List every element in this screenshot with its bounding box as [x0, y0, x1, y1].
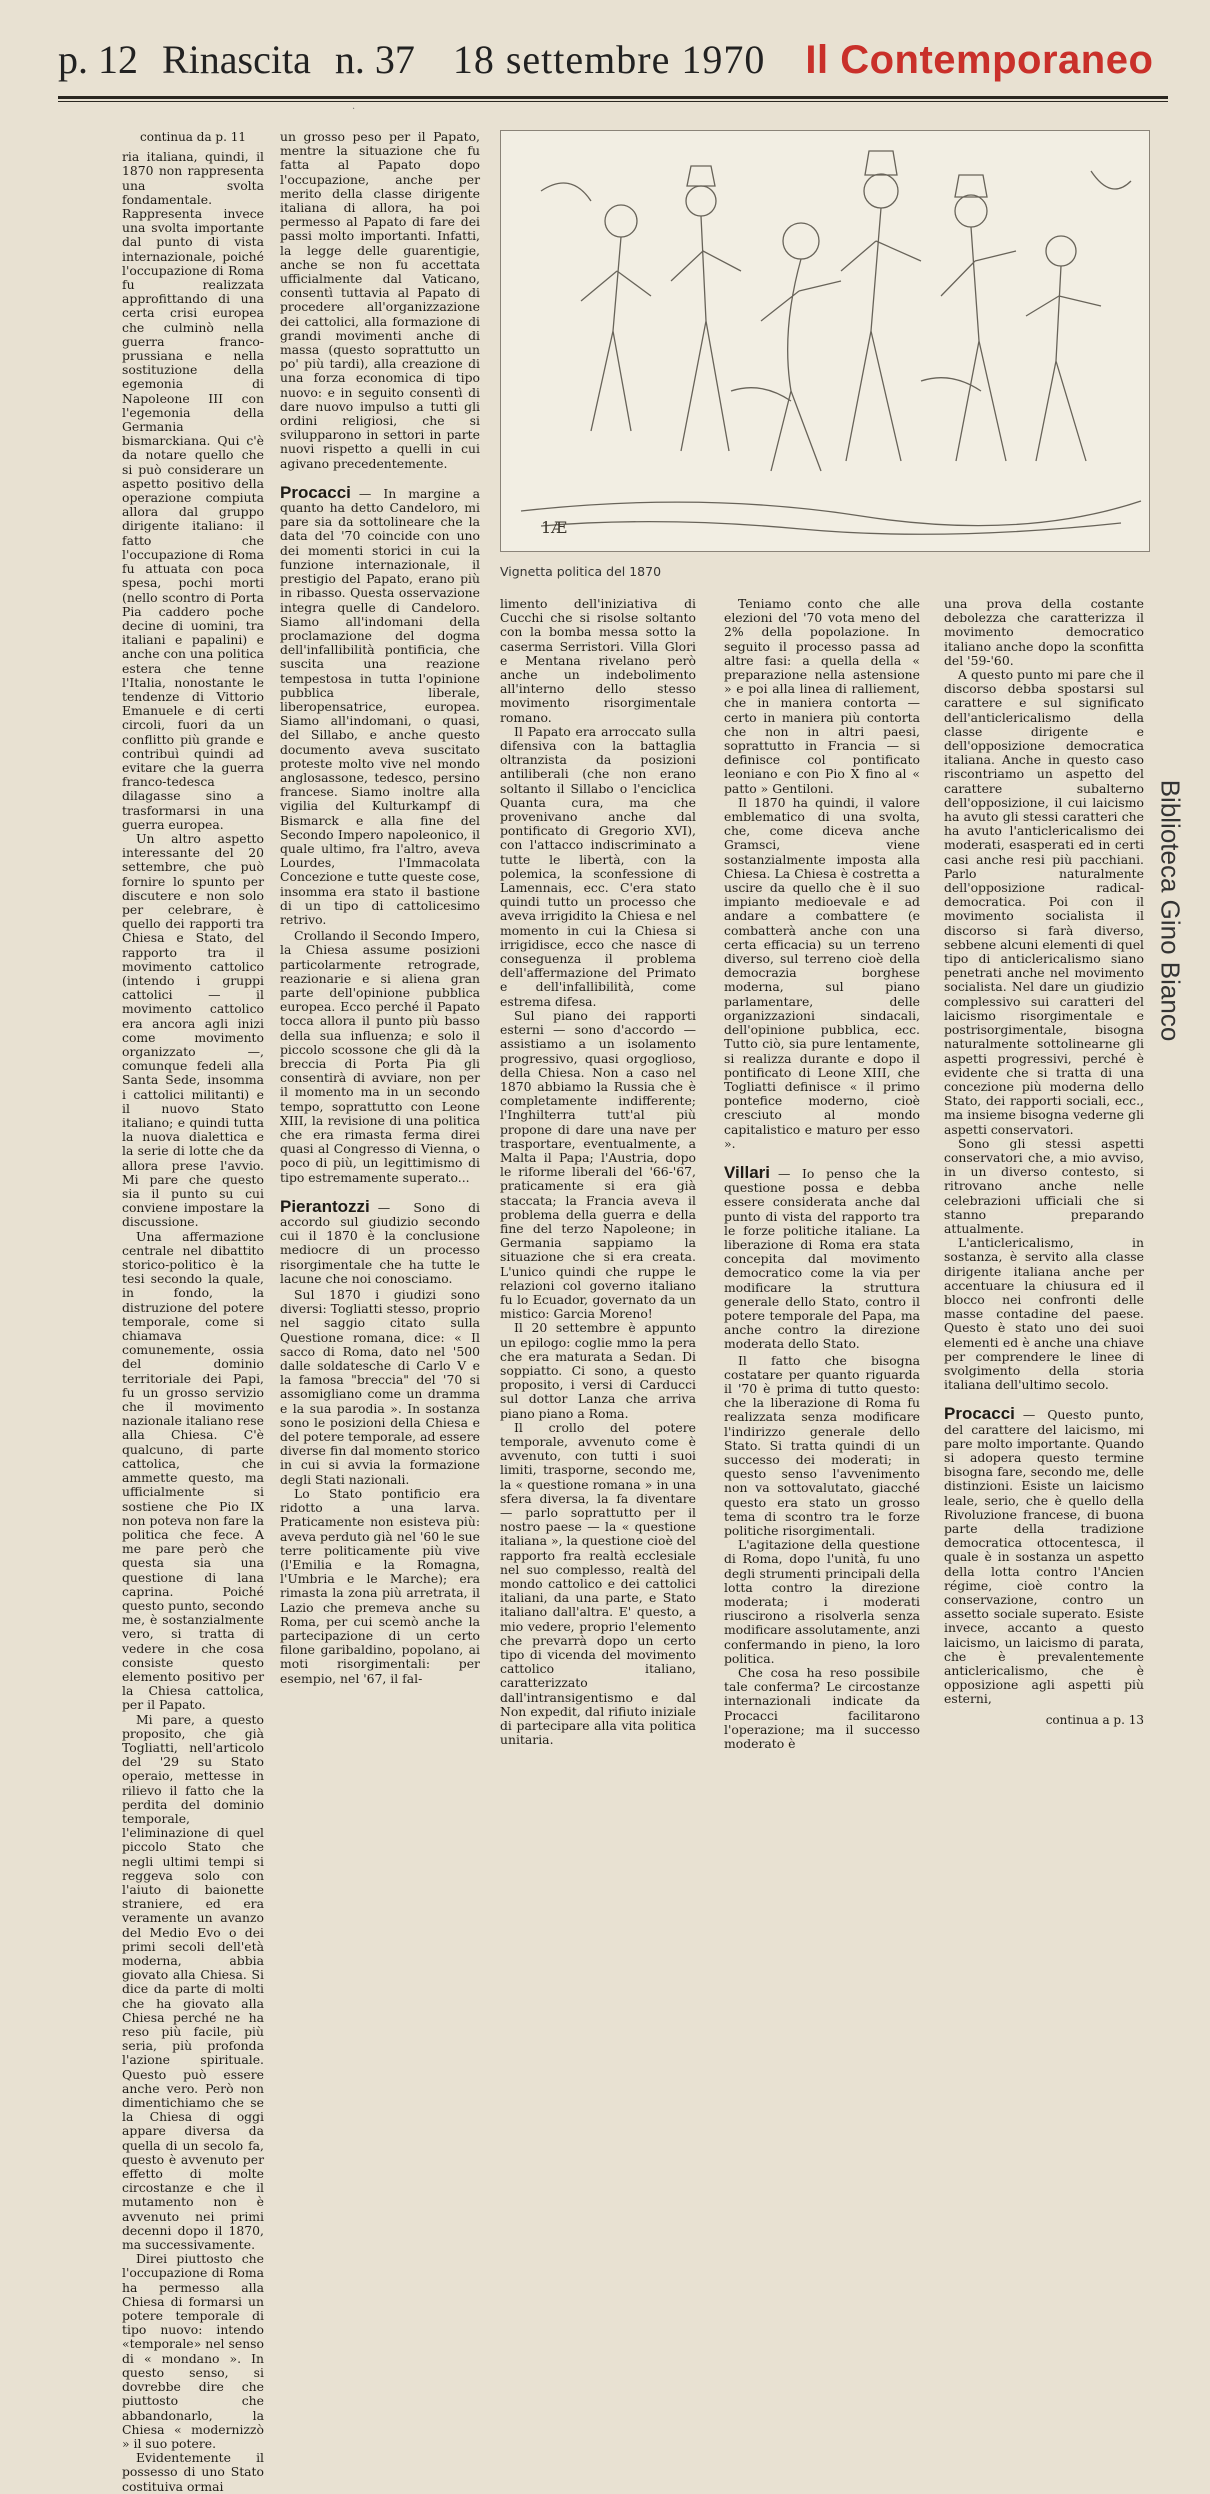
- speaker-name: Villari: [724, 1162, 770, 1182]
- cartoon-illustration: [500, 130, 1150, 552]
- paragraph: L'agitazione della questione di Roma, dopo l'unità, fu uno degli strumenti principali della lotta contro la direzione moderata; i moderati riuscirono a risolverla senza modificare assolutamente, anzi confermando in pieno, la loro politica.: [724, 1537, 920, 1666]
- paragraph: — In margine a quanto ha detto Candeloro, mi pare sia da sottolineare che la data del '70 coincide con uno dei momenti storici in cui la funzione internazionale, il prestigio del Papato, erano più in ribasso. Questa osservazione integra quelle di Candeloro. Siamo all'indomani della proclamazione del dogma dell'infallibilità pontificia, che suscita una reazione tempestosa in tutta l'opinione pubblica liberale, liberopensatrice, europea. Siamo all'indomani, o quasi, del Sillabo, e anche questo documento aveva suscitato proteste molto vive nel mondo anglosassone, tedesco, persino francese. Siamo inoltre alla vigilia del Kulturkampf di Bismarck e alla fine del Secondo Impero napoleonico, il quale ultimo, fra l'altro, aveva Lourdes, l'Immacolata Concezione e tutte queste cose, insomma era stato il bastione di un tipo di cattolicesimo retrivo.: [280, 485, 480, 927]
- issue-date: 18 settembre 1970: [452, 37, 766, 82]
- column-5: [944, 597, 1144, 1727]
- speaker-block: [280, 482, 480, 927]
- paragraph: Lo Stato pontificio era ridotto a una larva. Praticamente non esisteva più: aveva perduto già nel '60 le sue terre politicamente più vive (l'Emilia e la Romagna, l'Umbria e le Marche); era rimasta la zona più arretrata, il Lazio che premeva anche su Roma, per cui scemò anche la partecipazione di un certo filone garibaldino, popolano, ai moti risorgimentali: per esempio, nel '67, il fal-: [280, 1485, 480, 1686]
- paragraph: Un altro aspetto interessante del 20 settembre, che può fornire lo spunto per discutere e non solo per celebrare, è quello dei rapporti tra Chiesa e Stato, del rapporto tra il movimento cattolico (intendo i gruppi cattolici — il movimento cattolico era ancora agli inizi come movimento organizzato —, comunque fedeli alla Santa Sede, insomma i cattolici militanti) e il nuovo Stato italiano; e quindi tutta la nuova dialettica e la serie di lotte che da allora prese l'avvio. Mi pare che questo sia il punto su cui conviene impostare la discussione.: [122, 830, 264, 1230]
- paragraph: Direi piuttosto che l'occupazione di Roma ha permesso alla Chiesa di formarsi un potere temporale di tipo nuovo: intendo «temporale» nel senso di « mondano ». In questo senso, si dovrebbe dire che piuttosto che abbandonarlo, la Chiesa « modernizzò » il suo potere.: [122, 2251, 264, 2451]
- page-number: p. 12: [58, 37, 138, 82]
- paragraph: A questo punto mi pare che il discorso debba spostarsi sul carattere e sul significato dell'anticlericalismo della classe dirigente e dell'opposizione democratica italiana. Anche in questo caso riscontriamo un aspetto del carattere subalterno dell'opposizione, il cui laicismo ha avuto gli stessi caratteri che ha avuto l'anticlericalismo dei moderati, esasperati ed in certi casi anche resi più pacchiani. Parlo naturalmente dell'opposizione radical-democratica. Poi con il movimento socialista il discorso si farà diverso, sebbene alcuni elementi di quel tipo di anticlericalismo siano penetrati anche nel movimento socialista. Nel dare un giudizio complessivo sui caratteri del laicismo risorgimentale e postrisorgimentale, bisogna naturalmente sottolinearne gli aspetti progressivi, perché è evidente che si tratta di una concezione più moderna dello Stato, dei rapporti sociali, ecc., ma insieme bisogna vederne gli aspetti conservatori.: [944, 667, 1144, 1137]
- magazine-name: Rinascita: [162, 37, 311, 82]
- paragraph: Il 20 settembre è appunto un epilogo: coglie mmo la pera che era maturata a Sedan. Di soppiatto. Ci sono, a questo proposito, i versi di Carducci sul dottor Lanza che arriva piano piano a Roma.: [500, 1320, 696, 1421]
- speaker-block: [280, 1196, 480, 1286]
- print-mark: ·: [352, 104, 356, 115]
- paragraph: Sul piano dei rapporti esterni — sono d'accordo — assistiamo a un isolamento progressivo, quasi orgoglioso, della Chiesa. Non a caso nel 1870 abbiamo la Russia che è completamente indifferente; l'Inghilterra tutt'al più propone di dare una nave per trasportare, eventualmente, a Malta il Papa; l'Austria, dopo le riforme liberali del '66-'67, praticamente si era già staccata; la Francia aveva il problema della guerra e della fine del terzo Napoleone; in Germania sappiamo la situazione che si era creata. L'unico quindi che ruppe le relazioni col governo italiano fu lo Ecuador, governato da un mistico: Garcia Moreno!: [500, 1007, 696, 1322]
- library-stamp: [1150, 700, 1190, 1120]
- speaker-name: Procacci: [280, 482, 351, 502]
- paragraph: Mi pare, a questo proposito, che già Togliatti, nell'articolo del '29 su Stato operaio, mettesse in rilievo il fatto che la perdita del dominio temporale, l'eliminazione di quel piccolo Stato che negli ultimi tempi si reggeva solo con l'aiuto di baionette straniere, ed era veramente un avanzo del Medio Evo o dei primi secoli dell'età moderna, abbia giovato alla Chiesa. Si dice da parte di molti che ha giovato alla Chiesa perché ne ha reso più facile, più seria, più profonda l'azione spirituale. Questo può essere anche vero. Però non dimentichiamo che se la Chiesa di oggi appare diversa da quella di un secolo fa, questo è avvenuto per effetto di molte circostanze e che il mutamento non è avvenuto nei primi decenni dopo il 1870, ma successivamente.: [122, 1711, 264, 2253]
- continued-from: continua da p. 11: [140, 130, 246, 144]
- library-stamp-text: Biblioteca Gino Bianco: [1155, 779, 1186, 1041]
- paragraph: Il fatto che bisogna costatare per quanto riguarda il '70 è prima di tutto questo: che la liberazione di Roma fu realizzata senza modificare l'indirizzo generale dello Stato. Si tratta quindi di un successo dei moderati; in questo senso l'avvenimento non va sottovalutato, giacché questo era stato un grosso tema di scontro tra le forze politiche risorgimentali.: [724, 1352, 920, 1538]
- paragraph: — Io penso che la questione possa e debba essere considerata anche dal punto di vista del rapporto tra le forze politiche italiane. La liberazione di Roma era stata concepita dal movimento democratico come la via per modificare la struttura generale dello Stato, contro il potere temporale del Papa, ma anche contro la direzione moderata dello Stato.: [724, 1165, 920, 1352]
- paragraph: ria italiana, quindi, il 1870 non rappresenta una svolta fondamentale. Rappresenta invece una svolta importante dal punto di vista internazionale, poiché l'occupazione di Roma fu realizzata approfittando di una certa crisi europea che culminò nella guerra franco-prussiana e nella sostituzione della egemonia di Napoleone III con l'egemonia della Germania bismarckiana. Qui c'è da notare quello che si può considerare un aspetto positivo della operazione compiuta allora dal gruppo dirigente italiano: il fatto che l'occupazione di Roma fu attuata con poca spesa, pochi morti (nello scontro di Porta Pia caddero poche decine di uomini, tra italiani e papalini) e anche con una politica estera che tenne l'Italia, nonostante le tendenze di Vittorio Emanuele e di certi circoli, fuori da un conflitto più grande e contribuì quindi ad evitare che la guerra franco-tedesca dilagasse sino a trasformarsi in una guerra europea.: [122, 149, 264, 832]
- issue-number: n. 37: [334, 37, 415, 82]
- paragraph: Sul 1870 i giudizi sono diversi: Togliatti stesso, proprio nel saggio citato sulla Questione romana, dice: « Il sacco di Roma, dato nel '500 dalle soldatesche di Carlo V e la famosa "breccia" del '70 si assomigliano come un dramma e la sua parodia ». In sostanza sono le posizioni della Chiesa e del potere temporale, ad essere diverse fin dal momento storico in cui si avvia la formazione degli Stati nazionali.: [280, 1287, 480, 1487]
- speaker-name: Procacci: [944, 1404, 1015, 1424]
- paragraph: Una affermazione centrale nel dibattito storico-politico è la tesi secondo la quale, in fondo, la distruzione del potere temporale, come si chiamava comunemente, ossia del dominio territoriale dei Papi, fu un grosso servizio che il movimento nazionale italiano rese alla Chiesa. C'è qualcuno, di parte cattolica, che ammette questo, ma ufficialmente si sostiene che Pio IX non poteva non fare la politica che fece. A me pare però che questa sia una questione di lana caprina. Poiché questo punto, secondo me, è sostanzialmente vero, si tratta di vedere in che cosa consiste questo elemento positivo per la Chiesa cattolica, per il Papato.: [122, 1228, 264, 1713]
- paragraph: una prova della costante debolezza che caratterizza il movimento democratico italiano anche dopo la sconfitta del '59-'60.: [944, 596, 1144, 668]
- speaker-block: [724, 1162, 920, 1352]
- column-3: [500, 597, 696, 1747]
- speaker-block: [944, 1404, 1144, 1707]
- paragraph: Teniamo conto che alle elezioni del '70 vota meno del 2% della popolazione. In seguito il processo passa ad altre fasi: a quella della « preparazione nella astensione » e poi alla linea di ralliement, che in maniera contorta — certo in maniera più contorta che non in altri paesi, soprattutto in Francia — si definisce col pontificato leoniano e con Pio X fino al « patto » Gentiloni.: [724, 596, 920, 796]
- column-1: [122, 130, 264, 2494]
- header-rule-thin: [58, 101, 1168, 102]
- speaker-name: Pierantozzi: [280, 1196, 370, 1216]
- paragraph: — Sono di accordo sul giudizio secondo cui il 1870 è la conclusione mediocre di un processo risorgimentale che ha tutte le lacune che noi conosciamo.: [280, 1199, 480, 1286]
- paragraph: Il 1870 ha quindi, il valore emblematico di una svolta, che, come diceva anche Gramsci, viene sostanzialmente imposta alla Chiesa. La Chiesa è costretta a uscire da quello che è il suo impianto medioevale e ad andare a combattere (e combatterà anche con una certa efficacia) su un terreno diverso, sul terreno cioè della democrazia borghese moderna, sul piano parlamentare, delle organizzazioni sindacali, dell'opinione pubblica, ecc. Tutto ciò, sia pure lentamente, si realizza durante e dopo il pontificato di Leone XIII, che Togliatti definisce « il primo pontefice moderno, cioè cresciuto al mondo capitalistico e maturo per esso ».: [724, 794, 920, 1151]
- figure-caption: Vignetta politica del 1870: [500, 564, 662, 579]
- paragraph: Crollando il Secondo Impero, la Chiesa assume posizioni particolarmente retrograde, reazionarie e si aliena gran parte dell'opinione pubblica europea. Ecco perché il Papato tocca allora il punto più basso della sua influenza; e solo il piccolo scossone che gli dà la breccia di Porta Pia gli consentirà di avviare, non per il momento ma in un secondo tempo, soprattutto con Leone XIII, la revisione di una politica che era rimasta ferma direi quasi al Congresso di Vienna, o poco di più, un legittimismo di tipo estremamente superato...: [280, 928, 480, 1185]
- paragraph: limento dell'iniziativa di Cucchi che si risolse soltanto con la bomba messa sotto la caserma Serristori. Villa Glori e Mentana rivelano però anche un indebolimento all'interno dello stesso movimento risorgimentale romano.: [500, 596, 696, 725]
- cartoon-drawing: [501, 131, 1149, 551]
- paragraph: Evidentemente il possesso di uno Stato costituiva ormai: [122, 2450, 264, 2494]
- paragraph: un grosso peso per il Papato, mentre la situazione che fu fatta al Papato dopo l'occupazione, anche per merito della classe dirigente italiana di allora, ha poi permesso al Papato di fare dei passi molto importanti. Infatti, la legge delle guarentigie, anche se non fu accettata ufficialmente dal Vaticano, consentì tuttavia al Papato di procedere all'organizzazione dei cattolici, alla formazione di grandi movimenti anche di massa (questo soprattutto un po' più tardi), alla creazione di una forza economica di tipo nuovo: e in seguito consentì di dare nuovo impulso a tutti gli ordini religiosi, che si svilupparono in settori in parte nuovi rispetto a quelli in cui agivano precedentemente.: [280, 129, 480, 471]
- column-4: [724, 597, 920, 1751]
- paragraph: L'anticlericalismo, in sostanza, è servito alla classe dirigente italiana anche per accentuare la chiusura ed il blocco nei confronti delle masse contadine del paese. Questo è stato uno dei suoi elementi ed è anche una chiave per comprendere le linee di svolgimento della storia italiana dell'ultimo secolo.: [944, 1235, 1144, 1393]
- column-2: [280, 130, 480, 1686]
- supplement-title: Il Contemporaneo: [805, 38, 1154, 82]
- masthead: [58, 36, 1168, 98]
- continued-to: continua a p. 13: [1045, 1712, 1144, 1727]
- artist-signature: 1Æ: [541, 518, 568, 537]
- paragraph: Il Papato era arroccato sulla difensiva con la battaglia oltranzista da posizioni antiliberali (che non erano soltanto il Sillabo o l'enciclica Quanta cura, ma che provenivano anche dal pontificato di Gregorio XVI), con l'attacco indiscriminato a tutte le libertà, con la polemica, la sconfessione di Lamennais, ecc. C'era stato quindi tutto un processo che aveva irrigidito la Chiesa e nel momento in cui la Chiesa si irrigidisce, ecco che nasce di conseguenza il problema dell'affermazione del Primato e dell'infallibilità, come estrema difesa.: [500, 723, 696, 1009]
- paragraph: Il crollo del potere temporale, avvenuto come è avvenuto, con tutti i suoi limiti, trasporne, secondo me, la « questione romana » in una sfera diversa, la fa diventare — parlo soprattutto per il nostro paese — la « questione italiana », la questione cioè del rapporto fra realtà ecclesiale nel suo complesso, realtà del mondo cattolico e dei cattolici italiani, da una parte, e Stato italiano dall'altra. E' questo, a mio vedere, proprio l'elemento che prevarrà dopo un certo tipo di vicenda del movimento cattolico italiano, caratterizzato dall'intransigentismo e dal Non expedit, dal rifiuto iniziale di partecipare alla vita politica unitaria.: [500, 1419, 696, 1748]
- paragraph: Sono gli stessi aspetti conservatori che, a mio avviso, in un diverso contesto, si ritrovano anche nelle celebrazioni ufficiali che si stanno preparando attualmente.: [944, 1135, 1144, 1236]
- paragraph: — Questo punto, del carattere del laicismo, mi pare molto importante. Quando si adopera questo termine bisogna fare, secondo me, delle distinzioni. Esiste un laicismo leale, serio, che è quello della Rivoluzione francese, di buona parte della tradizione democratica ottocentesca, il quale è in sostanza un aspetto della lotta contro l'Ancien régime, cioè contro la conservazione, contro un assetto sociale superato. Esiste invece, accanto a questo laicismo, un laicismo di parata, che è prevalentemente anticlericalismo, che è opposizione agli aspetti più esterni,: [944, 1407, 1144, 1707]
- header-rule: [58, 96, 1168, 99]
- paragraph: Che cosa ha reso possibile tale conferma? Le circostanze internazionali indicate da Procacci facilitarono l'operazione; ma il successo moderato è: [724, 1665, 920, 1752]
